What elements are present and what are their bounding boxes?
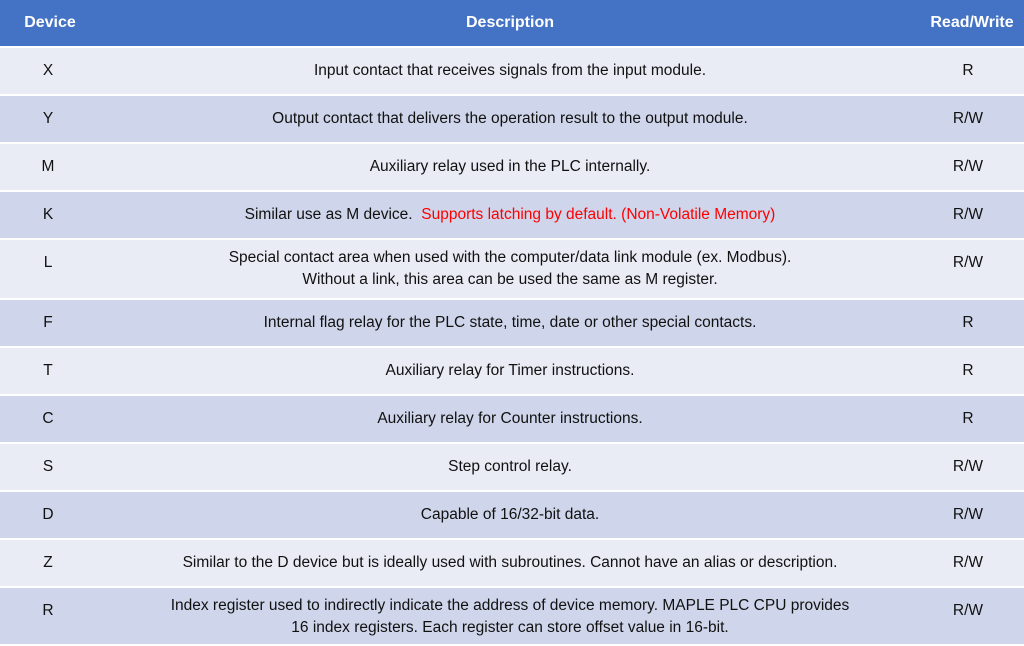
device-cell: F bbox=[43, 314, 53, 331]
read-write-cell: R bbox=[962, 362, 974, 379]
table-row bbox=[0, 540, 1024, 588]
description-line-2: Without a link, this area can be used the same as M register. bbox=[302, 271, 718, 288]
table-row bbox=[0, 96, 1024, 144]
description-cell: Auxiliary relay for Counter instructions. bbox=[377, 410, 643, 427]
description-cell bbox=[100, 240, 920, 298]
latching-note: Supports latching by default. (Non-Volatile Memory) bbox=[421, 206, 776, 223]
read-write-cell: R bbox=[962, 62, 974, 79]
device-cell: X bbox=[42, 62, 54, 79]
read-write-cell: R/W bbox=[952, 110, 984, 127]
device-cell: T bbox=[43, 362, 53, 379]
description-cell bbox=[100, 588, 920, 644]
read-write-cell: R bbox=[962, 410, 974, 427]
table-row bbox=[0, 192, 1024, 240]
table-row bbox=[0, 48, 1024, 96]
read-write-cell: R/W bbox=[952, 506, 984, 523]
device-cell: S bbox=[42, 458, 54, 475]
device-cell: Y bbox=[42, 110, 54, 127]
device-cell: K bbox=[42, 206, 54, 223]
table-row bbox=[0, 444, 1024, 492]
table-row bbox=[0, 240, 1024, 300]
description-line-2: 16 index registers. Each register can store offset value in 16-bit. bbox=[291, 619, 729, 636]
description-line-1: Index register used to indirectly indicate the address of device memory. MAPLE PLC CPU provides bbox=[170, 597, 850, 614]
device-cell: D bbox=[42, 506, 54, 523]
description-line-1: Special contact area when used with the computer/data link module (ex. Modbus). bbox=[228, 249, 792, 266]
description-cell: Auxiliary relay for Timer instructions. bbox=[385, 362, 635, 379]
table-row bbox=[0, 588, 1024, 646]
read-write-cell: R/W bbox=[952, 458, 984, 475]
description-cell: Similar to the D device but is ideally used with subroutines. Cannot have an alias or description. bbox=[182, 554, 838, 571]
device-cell: C bbox=[42, 410, 54, 427]
table-row bbox=[0, 396, 1024, 444]
table-header bbox=[0, 0, 1024, 48]
description-cell: Auxiliary relay used in the PLC internally. bbox=[369, 158, 651, 175]
read-write-cell: R/W bbox=[952, 554, 984, 571]
read-write-cell: R/W bbox=[952, 206, 984, 223]
header-read-write: Read/Write bbox=[930, 14, 1014, 31]
read-write-cell: R/W bbox=[952, 602, 984, 619]
description-cell: Step control relay. bbox=[448, 458, 572, 475]
table-row bbox=[0, 300, 1024, 348]
description-cell bbox=[100, 192, 920, 238]
device-cell: Z bbox=[43, 554, 53, 571]
table-row bbox=[0, 492, 1024, 540]
header-description: Description bbox=[465, 14, 554, 31]
description-cell: Capable of 16/32-bit data. bbox=[420, 506, 600, 523]
header-device: Device bbox=[24, 14, 76, 31]
read-write-cell: R/W bbox=[952, 254, 984, 271]
table-row bbox=[0, 348, 1024, 396]
description-text: Similar use as M device. bbox=[244, 206, 413, 223]
device-cell: L bbox=[43, 254, 53, 271]
table-row bbox=[0, 144, 1024, 192]
device-cell: M bbox=[41, 158, 55, 175]
read-write-cell: R bbox=[962, 314, 974, 331]
read-write-cell: R/W bbox=[952, 158, 984, 175]
description-cell: Internal flag relay for the PLC state, time, date or other special contacts. bbox=[263, 314, 757, 331]
description-cell: Input contact that receives signals from the input module. bbox=[313, 62, 707, 79]
device-cell: R bbox=[42, 602, 54, 619]
description-cell: Output contact that delivers the operation result to the output module. bbox=[272, 110, 748, 127]
